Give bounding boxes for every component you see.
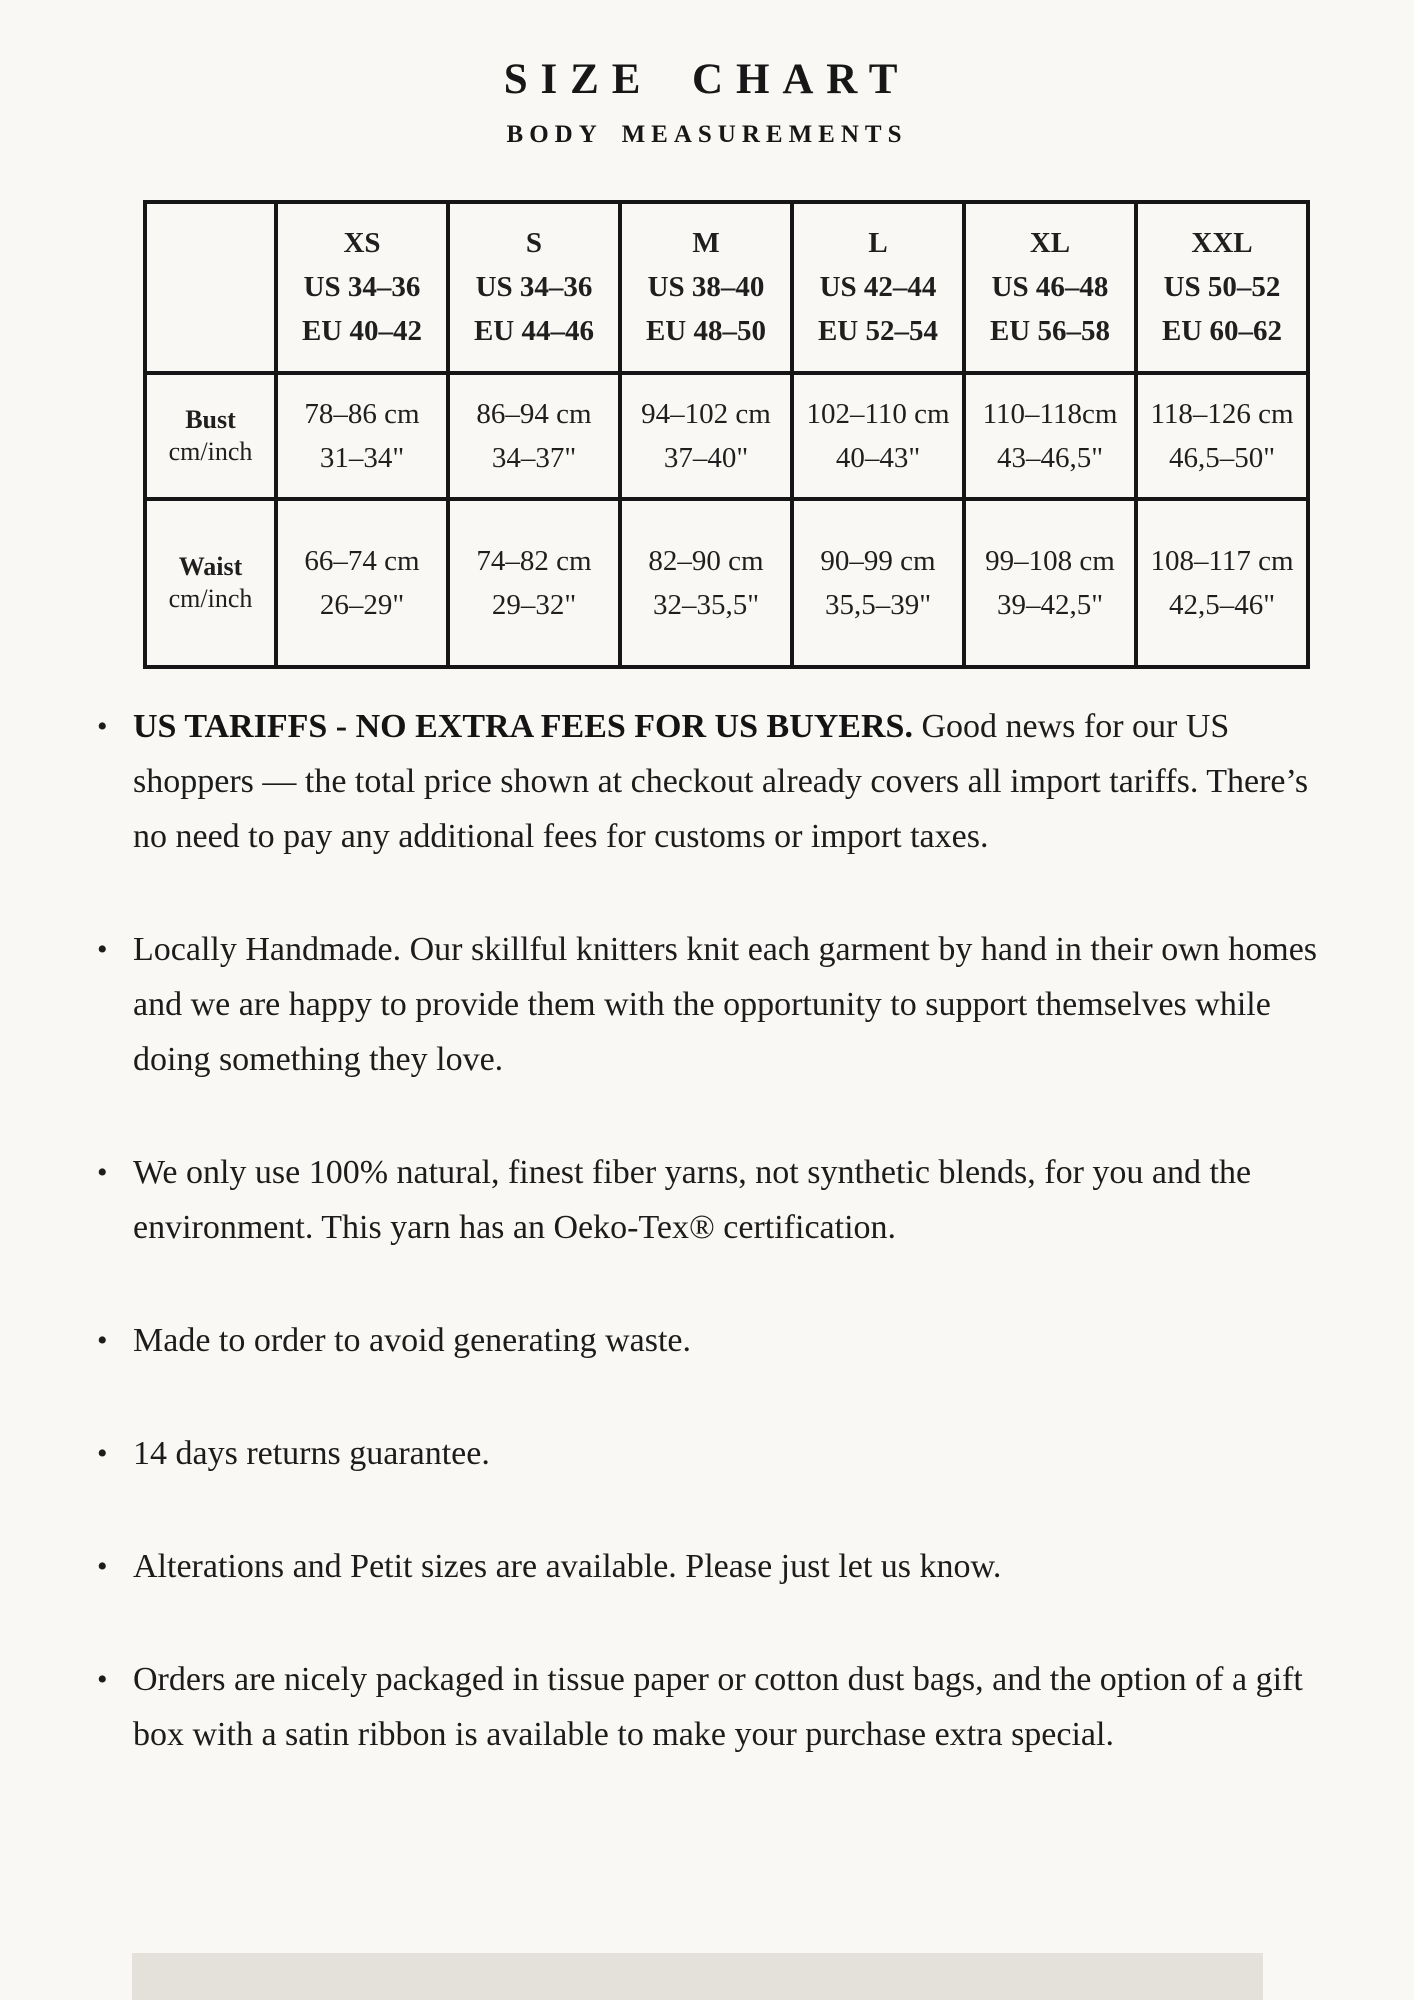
value-inch: 43–46,5" <box>996 441 1104 474</box>
product-notes-list <box>0 699 1414 1762</box>
size-us: US 34–36 <box>303 271 421 304</box>
waist-row <box>145 499 1308 667</box>
value-inch: 31–34" <box>319 441 405 474</box>
measure-cell <box>792 499 964 667</box>
note-bold-lead: US TARIFFS - NO EXTRA FEES FOR US BUYERS. <box>133 707 913 745</box>
value-cm: 78–86 cm <box>304 397 420 430</box>
row-label-unit: cm/inch <box>168 436 253 466</box>
list-item <box>97 1652 1334 1762</box>
row-label-unit: cm/inch <box>168 583 253 613</box>
measure-cell <box>276 373 448 499</box>
value-inch: 26–29" <box>319 588 405 621</box>
bust-row-label <box>145 373 276 499</box>
size-chart-table <box>143 200 1310 669</box>
corner-cell <box>145 202 276 373</box>
row-label-name: Bust <box>185 404 236 434</box>
waist-row-label <box>145 499 276 667</box>
size-us: US 42–44 <box>819 271 937 304</box>
measure-cell <box>792 373 964 499</box>
note-text: Orders are nicely packaged in tissue paper or cotton dust bags, and the option of a gift box with a satin ribbon is available to make your purchase extra special. <box>133 1660 1303 1753</box>
size-col-header-xs <box>276 202 448 373</box>
value-cm: 66–74 cm <box>304 544 420 577</box>
measure-cell <box>1136 373 1308 499</box>
value-cm: 108–117 cm <box>1150 544 1294 577</box>
size-name: XXL <box>1191 227 1253 260</box>
measure-cell <box>964 373 1136 499</box>
value-inch: 40–43" <box>835 441 921 474</box>
list-item <box>97 1539 1334 1594</box>
size-eu: EU 60–62 <box>1161 315 1283 348</box>
size-header-row <box>145 202 1308 373</box>
measure-cell <box>448 499 620 667</box>
size-col-header-l <box>792 202 964 373</box>
size-col-header-xl <box>964 202 1136 373</box>
footer-section <box>132 1953 1263 2000</box>
note-text: We only use 100% natural, finest fiber yarns, not synthetic blends, for you and the environment. This yarn has an Oeko-Tex® certification. <box>133 1153 1252 1246</box>
value-cm: 118–126 cm <box>1150 397 1294 430</box>
value-inch: 34–37" <box>491 441 577 474</box>
value-cm: 94–102 cm <box>641 397 771 430</box>
note-text: Alterations and Petit sizes are available. Please just let us know. <box>133 1547 1002 1585</box>
size-name: L <box>868 227 888 260</box>
size-col-header-xxl <box>1136 202 1308 373</box>
value-inch: 42,5–46" <box>1168 588 1276 621</box>
measure-cell <box>1136 499 1308 667</box>
measure-cell <box>620 373 792 499</box>
note-text: Locally Handmade. Our skillful knitters knit each garment by hand in their own homes and we are happy to provide them with the opportunity to support themselves while doing something they love. <box>133 930 1318 1078</box>
size-name: XS <box>343 227 381 260</box>
value-inch: 37–40" <box>663 441 749 474</box>
size-eu: EU 48–50 <box>645 315 767 348</box>
value-inch: 39–42,5" <box>996 588 1104 621</box>
size-col-header-s <box>448 202 620 373</box>
list-item <box>97 1145 1334 1255</box>
size-name: S <box>525 227 543 260</box>
size-us: US 50–52 <box>1163 271 1281 304</box>
list-item <box>97 1313 1334 1368</box>
size-us: US 46–48 <box>991 271 1109 304</box>
size-name: M <box>692 227 720 260</box>
size-eu: EU 40–42 <box>301 315 423 348</box>
bust-row <box>145 373 1308 499</box>
size-us: US 34–36 <box>475 271 593 304</box>
measure-cell <box>276 499 448 667</box>
measure-cell <box>448 373 620 499</box>
list-item <box>97 922 1334 1087</box>
note-text: 14 days returns guarantee. <box>133 1434 490 1472</box>
page-title: SIZE CHART <box>503 56 911 103</box>
size-eu: EU 52–54 <box>817 315 939 348</box>
value-inch: 35,5–39" <box>824 588 932 621</box>
measure-cell <box>620 499 792 667</box>
value-inch: 29–32" <box>491 588 577 621</box>
note-text: Good news for our US shoppers — the total price shown at checkout already covers all import tariffs. There’s no need to pay any additional fees for customs or import taxes. <box>133 707 1309 855</box>
value-cm: 74–82 cm <box>476 544 592 577</box>
note-text: Made to order to avoid generating waste. <box>133 1321 691 1359</box>
size-eu: EU 44–46 <box>473 315 595 348</box>
size-col-header-m <box>620 202 792 373</box>
value-cm: 86–94 cm <box>476 397 592 430</box>
size-name: XL <box>1029 227 1071 260</box>
row-label-name: Waist <box>178 551 243 581</box>
value-cm: 102–110 cm <box>806 397 950 430</box>
list-item <box>97 699 1334 864</box>
value-inch: 32–35,5" <box>652 588 760 621</box>
measure-cell <box>964 499 1136 667</box>
value-inch: 46,5–50" <box>1168 441 1276 474</box>
value-cm: 82–90 cm <box>648 544 764 577</box>
page-subtitle: BODY MEASUREMENTS <box>506 120 908 148</box>
value-cm: 99–108 cm <box>985 544 1115 577</box>
value-cm: 90–99 cm <box>820 544 936 577</box>
value-cm: 110–118cm <box>982 397 1118 430</box>
size-us: US 38–40 <box>647 271 765 304</box>
size-eu: EU 56–58 <box>989 315 1111 348</box>
list-item <box>97 1426 1334 1481</box>
